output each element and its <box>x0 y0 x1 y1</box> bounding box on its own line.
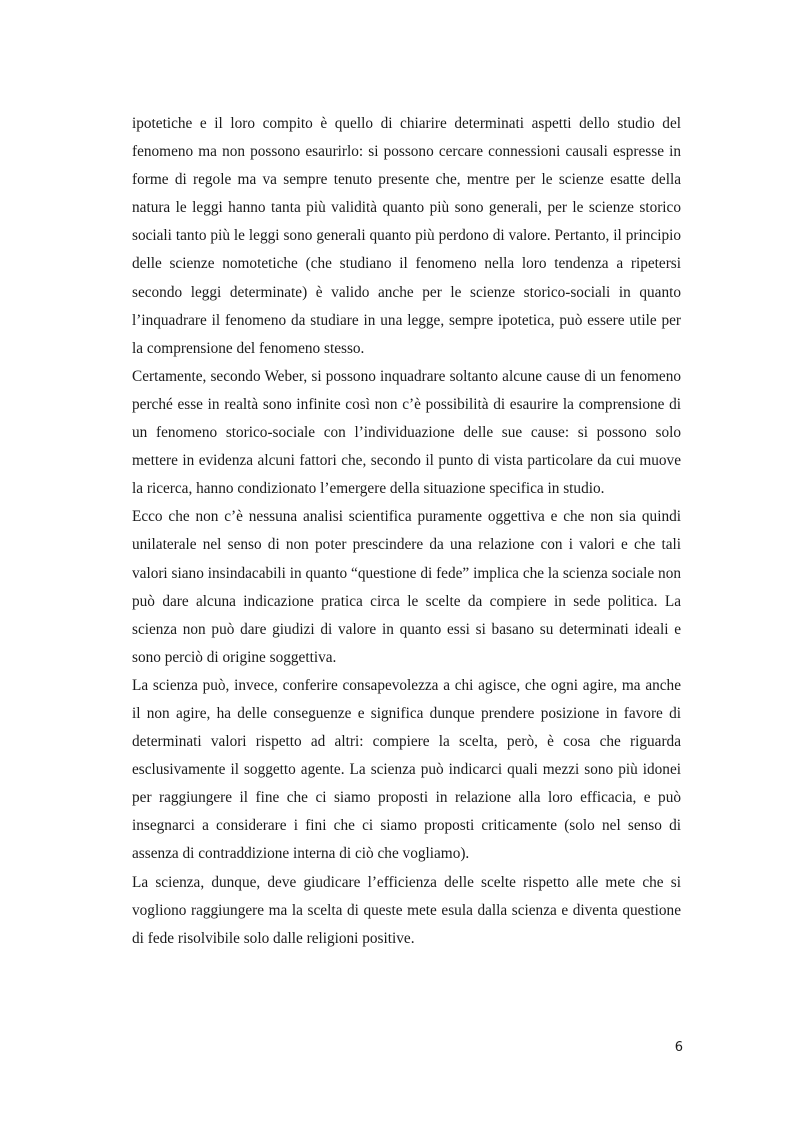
body-text <box>132 110 681 953</box>
paragraph-3: Ecco che non c’è nessuna analisi scientifica puramente oggettiva e che non sia quindi unilaterale nel senso di non poter prescindere da una relazione con i valori e che tali valori siano insindacabili in quanto “questione di fede” implica che la scienza sociale non può dare alcuna indicazione pratica circa le scelte da compiere in sede politica. La scienza non può dare giudizi di valore in quanto essi si basano su determinati ideali e sono perciò di origine soggettiva. <box>132 508 681 666</box>
paragraph-5: La scienza, dunque, deve giudicare l’efficienza delle scelte rispetto alle mete che si vogliono raggiungere ma la scelta di queste mete esula dalla scienza e diventa questione di fede risolvibile solo dalle religioni positive. <box>132 873 681 947</box>
paragraph-1: ipotetiche e il loro compito è quello di chiarire determinati aspetti dello studio del fenomeno ma non possono esaurirlo: si possono cercare connessioni causali espresse in forme di regole ma va sempre tenuto presente che, mentre per le scienze esatte della natura le leggi hanno tanta più validità quanto più sono generali, per le scienze storico sociali tanto più le leggi sono generali quanto più perdono di valore. Pertanto, il principio delle scienze nomotetiche (che studiano il fenomeno nella loro tendenza a ripetersi secondo leggi determinate) è valido anche per le scienze storico-sociali in quanto l’inquadrare il fenomeno da studiare in una legge, sempre ipotetica, può essere utile per la comprensione del fenomeno stesso. <box>132 115 681 357</box>
paragraph-4: La scienza può, invece, conferire consapevolezza a chi agisce, che ogni agire, ma anche il non agire, ha delle conseguenze e significa dunque prendere posizione in favore di determinati valori rispetto ad altri: compiere la scelta, però, è cosa che riguarda esclusivamente il soggetto agente. La scienza può indicarci quali mezzi sono più idonei per raggiungere il fine che ci siamo proposti in relazione alla loro efficacia, e può insegnarci a considerare i fini che ci siamo proposti criticamente (solo nel senso di assenza di contraddizione interna di ciò che vogliamo). <box>132 676 681 863</box>
page-number: 6 <box>674 1040 683 1055</box>
paragraph-2: Certamente, secondo Weber, si possono inquadrare soltanto alcune cause di un fenomeno perché esse in realtà sono infinite così non c’è possibilità di esaurire la comprensione di un fenomeno storico-sociale con l’individuazione delle sue cause: si possono solo mettere in evidenza alcuni fattori che, secondo il punto di vista particolare da cui muove la ricerca, hanno condizionato l’emergere della situazione specifica in studio. <box>132 367 681 498</box>
